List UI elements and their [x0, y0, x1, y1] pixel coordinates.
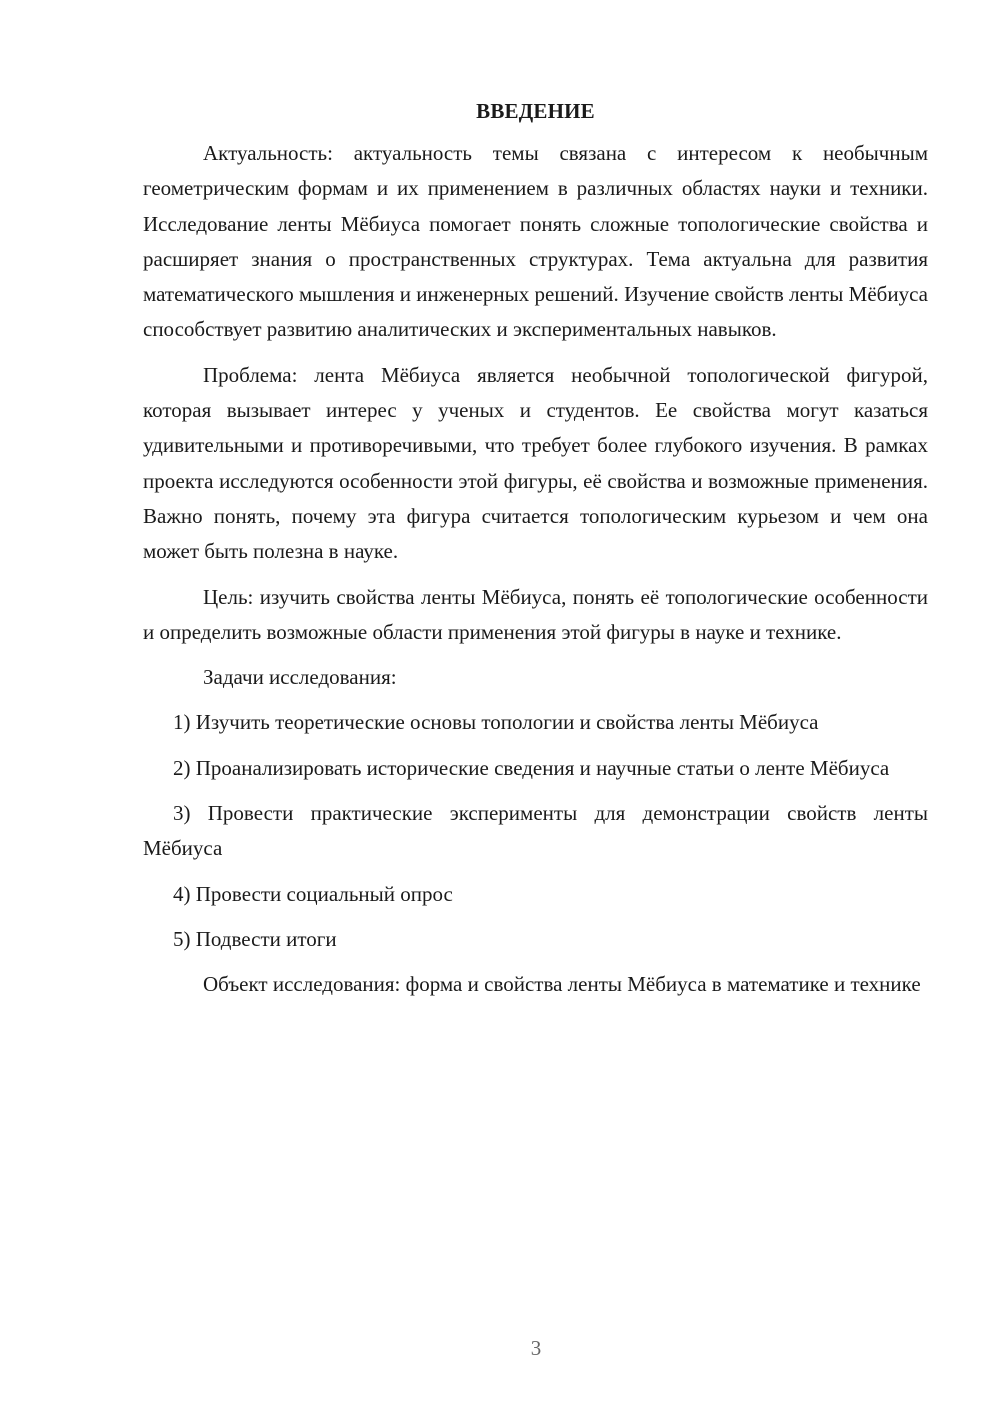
task-item: 4) Провести социальный опрос	[173, 881, 453, 906]
task-item: 2) Проанализировать исторические сведения и научные статьи о ленте Мёбиуса	[173, 755, 890, 780]
tasks-list	[143, 705, 928, 957]
paragraph-problem: Проблема: лента Мёбиуса является необычной топологической фигурой, которая вызывает интерес у ученых и студентов. Ее свойства могут казаться удивительными и противоречивыми, что требует более глубокого изучения. В рамках проекта исследуются особенности этой фигуры, её свойства и возможные применения. Важно понять, почему эта фигура считается топологическим курьезом и чем она может быть полезна в науке.	[143, 362, 928, 564]
paragraph-goal: Цель: изучить свойства ленты Мёбиуса, понять её топологические особенности и определить возможные области применения этой фигуры в науке и технике.	[143, 584, 928, 644]
tasks-heading: Задачи исследования:	[203, 665, 397, 690]
page-number: 3	[530, 1336, 542, 1360]
task-item: 1) Изучить теоретические основы топологии и свойства ленты Мёбиуса	[173, 710, 819, 735]
paragraph-relevance: Актуальность: актуальность темы связана с интересом к необычным геометрическим формам и их применением в различных областях науки и техники. Исследование ленты Мёбиуса помогает понять сложные топологические свойства и расширяет знания о пространственных структурах. Тема актуальна для развития математического мышления и инженерных решений. Изучение свойств ленты Мёбиуса способствует развитию аналитических и экспериментальных навыков.	[143, 141, 928, 342]
task-item: 5) Подвести итоги	[173, 926, 337, 951]
section-title: ВВЕДЕНИЕ	[476, 99, 595, 123]
document-page	[143, 96, 928, 1013]
task-item: 3) Провести практические эксперименты для демонстрации свойств ленты Мёбиуса	[143, 801, 928, 861]
paragraph-object: Объект исследования: форма и свойства ленты Мёбиуса в математике и технике	[203, 972, 921, 997]
